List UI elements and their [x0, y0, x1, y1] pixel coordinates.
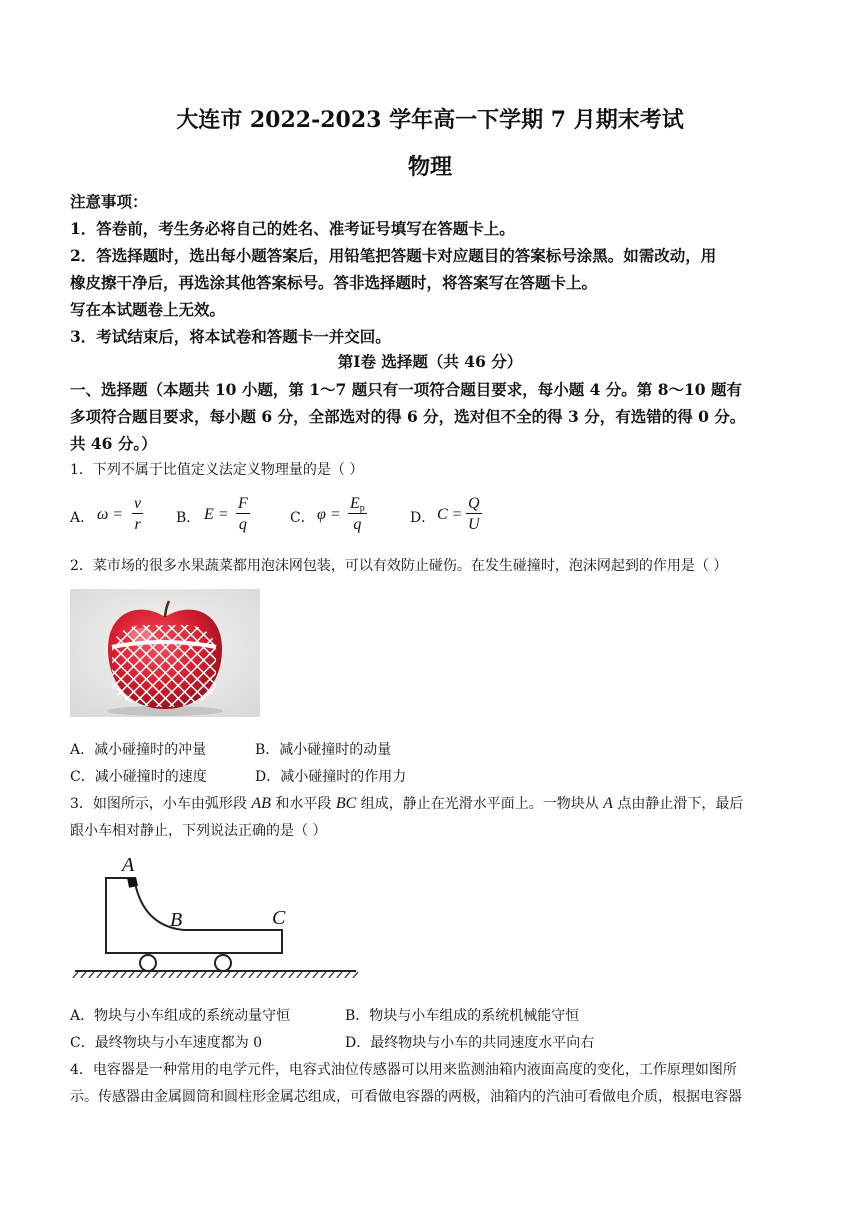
exam-subject: 物理 — [407, 154, 452, 180]
q2-option-c: C．减小碰撞时的速度 — [70, 769, 207, 785]
section-instructions: 一、选择题（本题共 10 小题，第 1～7 题只有一项符合题目要求，每小题 4 分。第 8～10 题有 — [70, 380, 742, 399]
denominator: U — [468, 516, 480, 533]
part1-title: 第Ⅰ卷 选择题（共 46 分） — [337, 352, 523, 371]
notice-item: 3．考试结束后，将本试卷和答题卡一并交回。 — [70, 327, 391, 346]
numerator-subscript: p — [359, 503, 365, 514]
segment-ab: AB — [251, 795, 271, 812]
q3-stem-line1 — [70, 793, 743, 813]
cart-diagram — [72, 848, 362, 978]
denominator: q — [353, 516, 362, 533]
q2-option-b: B．减小碰撞时的动量 — [255, 742, 392, 758]
q4-stem: 示。传感器由金属圆筒和圆柱形金属芯组成，可看做电容器的两极，油箱内的汽油可看做电介质，根据电容器 — [70, 1089, 742, 1105]
q1-option-b — [176, 494, 266, 540]
q3-text: 和水平段 — [270, 796, 336, 812]
q1-option-c — [290, 494, 390, 540]
denominator: r — [134, 516, 141, 533]
q3-option-b: B．物块与小车组成的系统机械能守恒 — [345, 1008, 580, 1024]
q2-option-a: A．减小碰撞时的冲量 — [70, 742, 207, 758]
q3-option-d: D．最终物块与小车的共同速度水平向右 — [345, 1035, 595, 1051]
section-instructions: 共 46 分。） — [70, 434, 157, 453]
q3-option-a: A．物块与小车组成的系统动量守恒 — [70, 1008, 291, 1024]
option-label: A． — [70, 510, 95, 526]
label-b: B — [170, 909, 183, 931]
q4-stem: 4．电容器是一种常用的电学元件，电容式油位传感器可以用来监测油箱内液面高度的变化，工作原理如图所 — [70, 1062, 737, 1078]
numerator: F — [238, 495, 248, 512]
q3-option-c: C．最终物块与小车速度都为 0 — [70, 1035, 263, 1051]
exam-title: 大连市 2022-2023 学年高一下学期 7 月期末考试 — [176, 107, 684, 133]
cart-track-illustration — [72, 848, 362, 978]
option-label: B． — [176, 510, 201, 526]
q1-option-a — [70, 494, 160, 540]
option-label: D． — [410, 510, 436, 526]
formula-fraction — [132, 494, 143, 534]
sliding-block — [127, 877, 138, 888]
q1-option-d — [410, 494, 510, 540]
numerator — [348, 494, 367, 514]
notice-heading: 注意事项： — [70, 192, 148, 211]
q3-text: 组成，静止在光滑水平面上。一物块从 — [356, 796, 604, 812]
label-c: C — [272, 907, 286, 929]
formula-lhs: φ = — [317, 506, 341, 523]
q3-text: 3．如图所示，小车由弧形段 — [70, 796, 252, 812]
point-a: A — [603, 795, 613, 812]
q1-stem: 1．下列不属于比值定义法定义物理量的是（ ） — [70, 462, 364, 478]
q2-option-d: D．减小碰撞时的作用力 — [255, 769, 407, 785]
notice-item: 2．答选择题时，选出每小题答案后，用铅笔把答题卡对应题目的答案标号涂黑。如需改动，用 — [70, 246, 717, 265]
q3-text: 点由静止滑下，最后 — [612, 796, 744, 812]
formula-fraction — [466, 494, 482, 534]
apple-foam-net-image — [70, 589, 260, 717]
section-instructions: 多项符合题目要求，每小题 6 分，全部选对的得 6 分，选对但不全的得 3 分，有选错的得 0 分。 — [70, 407, 746, 426]
numerator: Q — [468, 495, 480, 512]
formula-fraction — [348, 494, 367, 534]
formula-lhs: C = — [437, 506, 463, 523]
q3-stem-line2: 跟小车相对静止，下列说法正确的是（ ） — [70, 823, 327, 839]
option-label: C． — [290, 510, 315, 526]
formula-lhs: E = — [204, 506, 229, 523]
notice-item: 写在本试题卷上无效。 — [70, 300, 226, 319]
numerator-symbol: E — [350, 495, 360, 512]
formula-lhs: ω = — [97, 506, 124, 523]
numerator: v — [134, 495, 142, 512]
formula-fraction — [236, 494, 250, 534]
label-a: A — [122, 854, 135, 876]
notice-item: 橡皮擦干净后，再选涂其他答案标号。答非选择题时，将答案写在答题卡上。 — [70, 273, 598, 292]
q2-stem: 2．菜市场的很多水果蔬菜都用泡沫网包装，可以有效防止碰伤。在发生碰撞时，泡沫网起到的作用是（ ） — [70, 558, 728, 574]
apple-foam-net-illustration — [70, 589, 260, 717]
notice-item: 1．答卷前，考生务必将自己的姓名、准考证号填写在答题卡上。 — [70, 219, 515, 238]
segment-bc: BC — [335, 795, 357, 812]
denominator: q — [238, 516, 247, 533]
